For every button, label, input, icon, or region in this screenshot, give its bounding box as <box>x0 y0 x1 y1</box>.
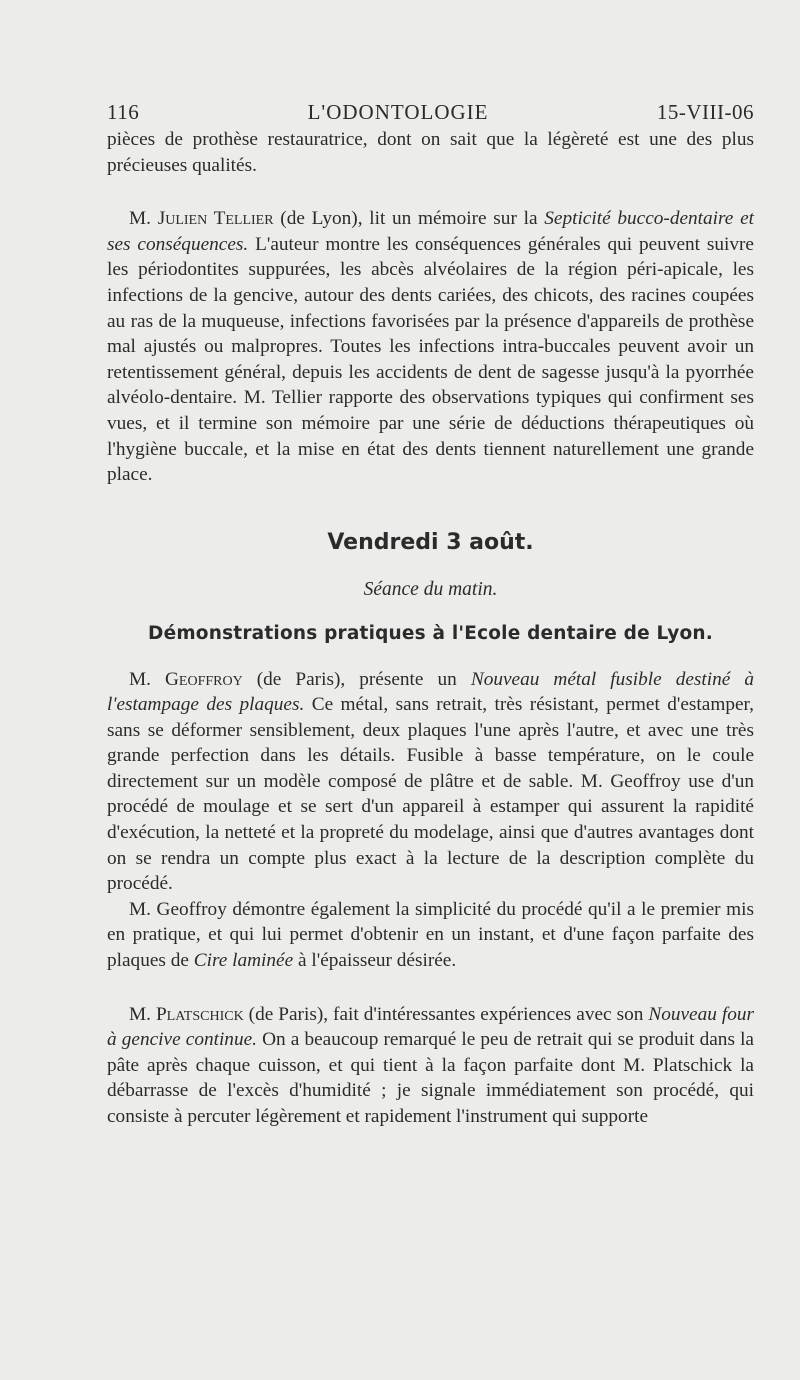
author-name: Geoffroy <box>165 668 243 690</box>
session-subheading: Séance du matin. <box>363 579 498 601</box>
body-text <box>107 127 754 1130</box>
page-number: 116 <box>107 100 140 124</box>
paragraph-tellier: M. Julien Tellier (de Lyon), lit un mémoire sur la Septicité bucco-dentaire et ses conséquences. L'auteur montre les conséquences générales qui peuvent suivre les périodontites suppurées, les abcès alvéolaires de la région péri-apicale, les infections de la gencive, autour des dents cariées, des chicots, des racines coupées au ras de la muqueuse, infections favorisées par la présence d'appareils de prothèse mal ajustés ou malpropres. Toutes les infections intra-buccales peuvent avoir un retentissement général, depuis les accidents de dent de sagesse jusqu'à la pyorrhée alvéolo-dentaire. M. Tellier rapporte des observations typiques qui confirment ses vues, et il termine son mémoire par une série de déductions thérapeutiques où l'hygiène buccale, et la mise en état des dents tiennent naturellement une grande place. <box>107 208 755 486</box>
demonstrations-heading: Démonstrations pratiques à l'Ecole dentaire de Lyon. <box>148 622 713 644</box>
day-heading: Vendredi 3 août. <box>327 529 534 555</box>
running-header <box>107 100 754 125</box>
author-name: Julien Tellier <box>157 208 274 230</box>
paragraph-geoffroy-2: M. Geoffroy démontre également la simplicité du procédé qu'il a le premier mis en pratique, et qui lui permet d'obtenir en un instant, et d'une façon parfaite des plaques de Cire laminée à l'épaisseur désirée. <box>107 898 754 972</box>
author-name: Platschick <box>155 1003 244 1025</box>
paper-title: Nouveau métal fusible destiné à l'estampage des plaques. <box>107 668 754 716</box>
paragraph-platschick: M. Platschick (de Paris), fait d'intéressantes expériences avec son Nouveau four à gencive continue. On a beaucoup remarqué le peu de retrait qui se produit dans la pâte après chaque cuisson, et qui tient à la façon parfaite dont M. Platschick la débarrasse de l'excès d'humidité ; je signale immédiatement son procédé, qui consiste à percuter légèrement et rapidement l'instrument qui supporte <box>107 1003 754 1127</box>
paper-title: Nouveau four à gencive continue. <box>107 1003 754 1051</box>
paragraph-geoffroy: M. Geoffroy (de Paris), présente un Nouveau métal fusible destiné à l'estampage des plaques. Ce métal, sans retrait, très résistant, permet d'estamper, sans se déformer sensiblement, deux plaques l'une après l'autre, et avec une très grande perfection dans les détails. Fusible à basse température, on le coule directement sur un modèle composé de plâtre et de sable. M. Geoffroy use d'un procédé de moulage et se sert d'un appareil à estamper qui assurent la rapidité d'exécution, la netteté et la propreté du modelage, ainsi que d'autres avantages dont on se rendra un compte plus exact à la lecture de la description complète du procédé. <box>107 668 754 895</box>
paper-title: Cire laminée <box>193 950 294 972</box>
paragraph-continuation: pièces de prothèse restauratrice, dont on sait que la légèreté est une des plus précieuses qualités. <box>107 129 754 176</box>
paper-title: Septicité bucco-dentaire et ses conséquences. <box>107 208 755 255</box>
journal-title: L'ODONTOLOGIE <box>307 100 489 124</box>
issue-date: 15-VIII-06 <box>656 100 754 124</box>
